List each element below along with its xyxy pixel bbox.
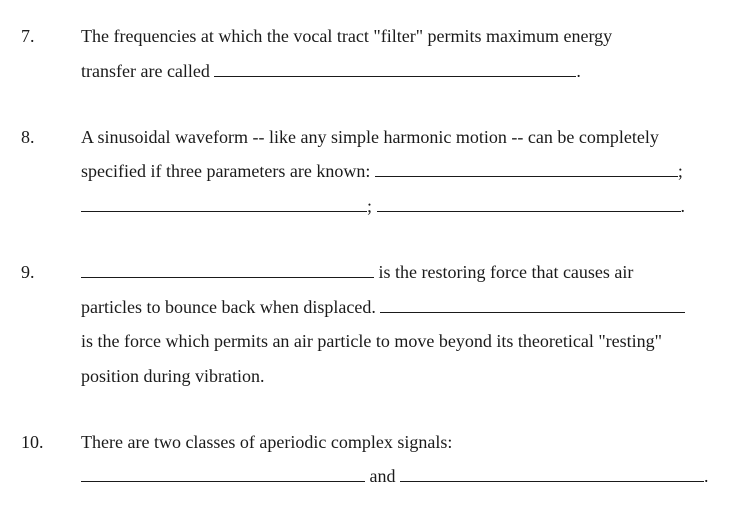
question-text-line: [81, 466, 709, 487]
punctuation: ;: [367, 196, 373, 216]
question-text: The frequencies at which the vocal tract "filter" permits maximum energy: [81, 26, 613, 46]
punctuation: .: [576, 61, 581, 81]
question-text-line: [81, 196, 685, 217]
question-text: is the restoring force that causes air: [378, 262, 634, 282]
question-text-line: [81, 262, 633, 283]
answer-blank[interactable]: [377, 198, 681, 212]
question-number: 8.: [21, 127, 35, 147]
question-number: 9.: [21, 262, 35, 282]
question-text: and: [369, 466, 396, 486]
question-number: 7.: [21, 26, 35, 46]
question-text: There are two classes of aperiodic complex signals:: [81, 432, 453, 452]
question-text: position during vibration.: [81, 366, 265, 386]
question-text-line: [81, 61, 581, 82]
question-text: particles to bounce back when displaced.: [81, 297, 376, 317]
answer-blank[interactable]: [81, 468, 365, 482]
question-text-line: [81, 297, 685, 318]
question-text: A sinusoidal waveform -- like any simple harmonic motion -- can be completely: [81, 127, 659, 147]
answer-blank[interactable]: [81, 264, 374, 278]
punctuation: ;: [677, 161, 683, 181]
punctuation: .: [680, 196, 686, 216]
question-number: 10.: [21, 432, 44, 452]
answer-blank[interactable]: [214, 63, 576, 77]
question-text-line: [81, 161, 683, 182]
question-text: specified if three parameters are known:: [81, 161, 371, 181]
answer-blank[interactable]: [400, 468, 704, 482]
question-text: is the force which permits an air particle to move beyond its theoretical "resting": [81, 331, 663, 351]
question-text: transfer are called: [81, 61, 210, 81]
answer-blank[interactable]: [380, 299, 685, 313]
answer-blank[interactable]: [81, 198, 367, 212]
punctuation: .: [704, 466, 709, 486]
answer-blank[interactable]: [375, 163, 678, 177]
